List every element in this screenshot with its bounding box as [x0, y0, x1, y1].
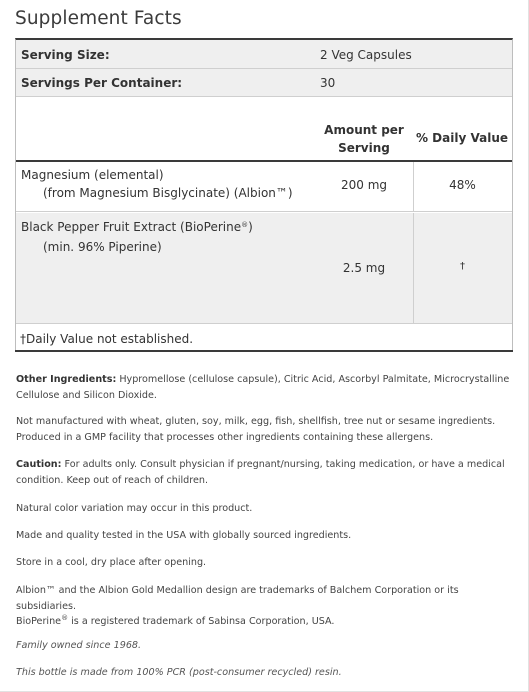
- other-ingredients: Other Ingredients: Hypromellose (cellulose capsule), Citric Acid, Ascorbyl Palmitate, Microcrystalline Cellulose and Silicon Dioxide.: [16, 374, 510, 401]
- ingredient-amount: 2.5 mg: [342, 261, 386, 275]
- ingredient-source: (min. 96% Piperine): [43, 240, 162, 254]
- serving-size-row: [16, 40, 512, 69]
- serving-size-label: Serving Size:: [21, 48, 110, 62]
- caution-statement: Caution: For adults only. Consult physician if pregnant/nursing, taking medication, or have a medical condition. Keep out of reach of children.: [16, 459, 505, 486]
- albion-trademark-note: Albion™ and the Albion Gold Medallion design are trademarks of Balchem Corporation or its subsidiaries.: [16, 585, 459, 612]
- ingredient-name: Magnesium (elemental): [21, 168, 164, 182]
- ingredient-row: [16, 162, 512, 212]
- ingredient-source: (from Magnesium Bisglycinate) (Albion™): [43, 186, 293, 200]
- family-owned-note: Family owned since 1968.: [16, 640, 142, 651]
- amount-header-line2: Serving: [338, 141, 390, 155]
- daily-value-note-text: †Daily Value not established.: [20, 332, 194, 346]
- column-header: [16, 97, 512, 162]
- page-title: Supplement Facts: [15, 8, 182, 29]
- servings-per-container-row: [16, 69, 512, 97]
- made-in-usa-note: Made and quality tested in the USA with globally sourced ingredients.: [16, 530, 352, 541]
- bioperine-trademark-note: BioPerine® is a registered trademark of Sabinsa Corporation, USA.: [16, 614, 335, 627]
- storage-note: Store in a cool, dry place after opening.: [16, 557, 207, 568]
- daily-value-header: % Daily Value: [415, 131, 508, 145]
- servings-per-container-value: 30: [320, 76, 336, 90]
- serving-size-value: 2 Veg Capsules: [320, 48, 412, 62]
- daily-value-note: [16, 323, 512, 352]
- allergen-statement: Not manufactured with wheat, gluten, soy, milk, egg, fish, shellfish, tree nut or sesame ingredients. Produced in a GMP facility that processes other ingredients containing these allergens.: [16, 416, 496, 443]
- servings-per-container-label: Servings Per Container:: [21, 76, 183, 90]
- pcr-bottle-note: This bottle is made from 100% PCR (post-consumer recycled) resin.: [16, 667, 342, 678]
- color-variation-note: Natural color variation may occur in this product.: [16, 503, 253, 514]
- panel-bottom-rule: [15, 350, 513, 352]
- ingredient-amount: 200 mg: [340, 178, 388, 192]
- ingredient-daily-value: †: [460, 261, 465, 272]
- ingredient-daily-value: 48%: [449, 178, 476, 192]
- ingredient-row: [16, 213, 512, 323]
- supplement-facts-panel: [15, 38, 513, 351]
- ingredient-name: Black Pepper Fruit Extract (BioPerine®): [21, 220, 253, 234]
- amount-per-serving-header: [316, 121, 412, 157]
- amount-header-line1: Amount per: [324, 123, 404, 137]
